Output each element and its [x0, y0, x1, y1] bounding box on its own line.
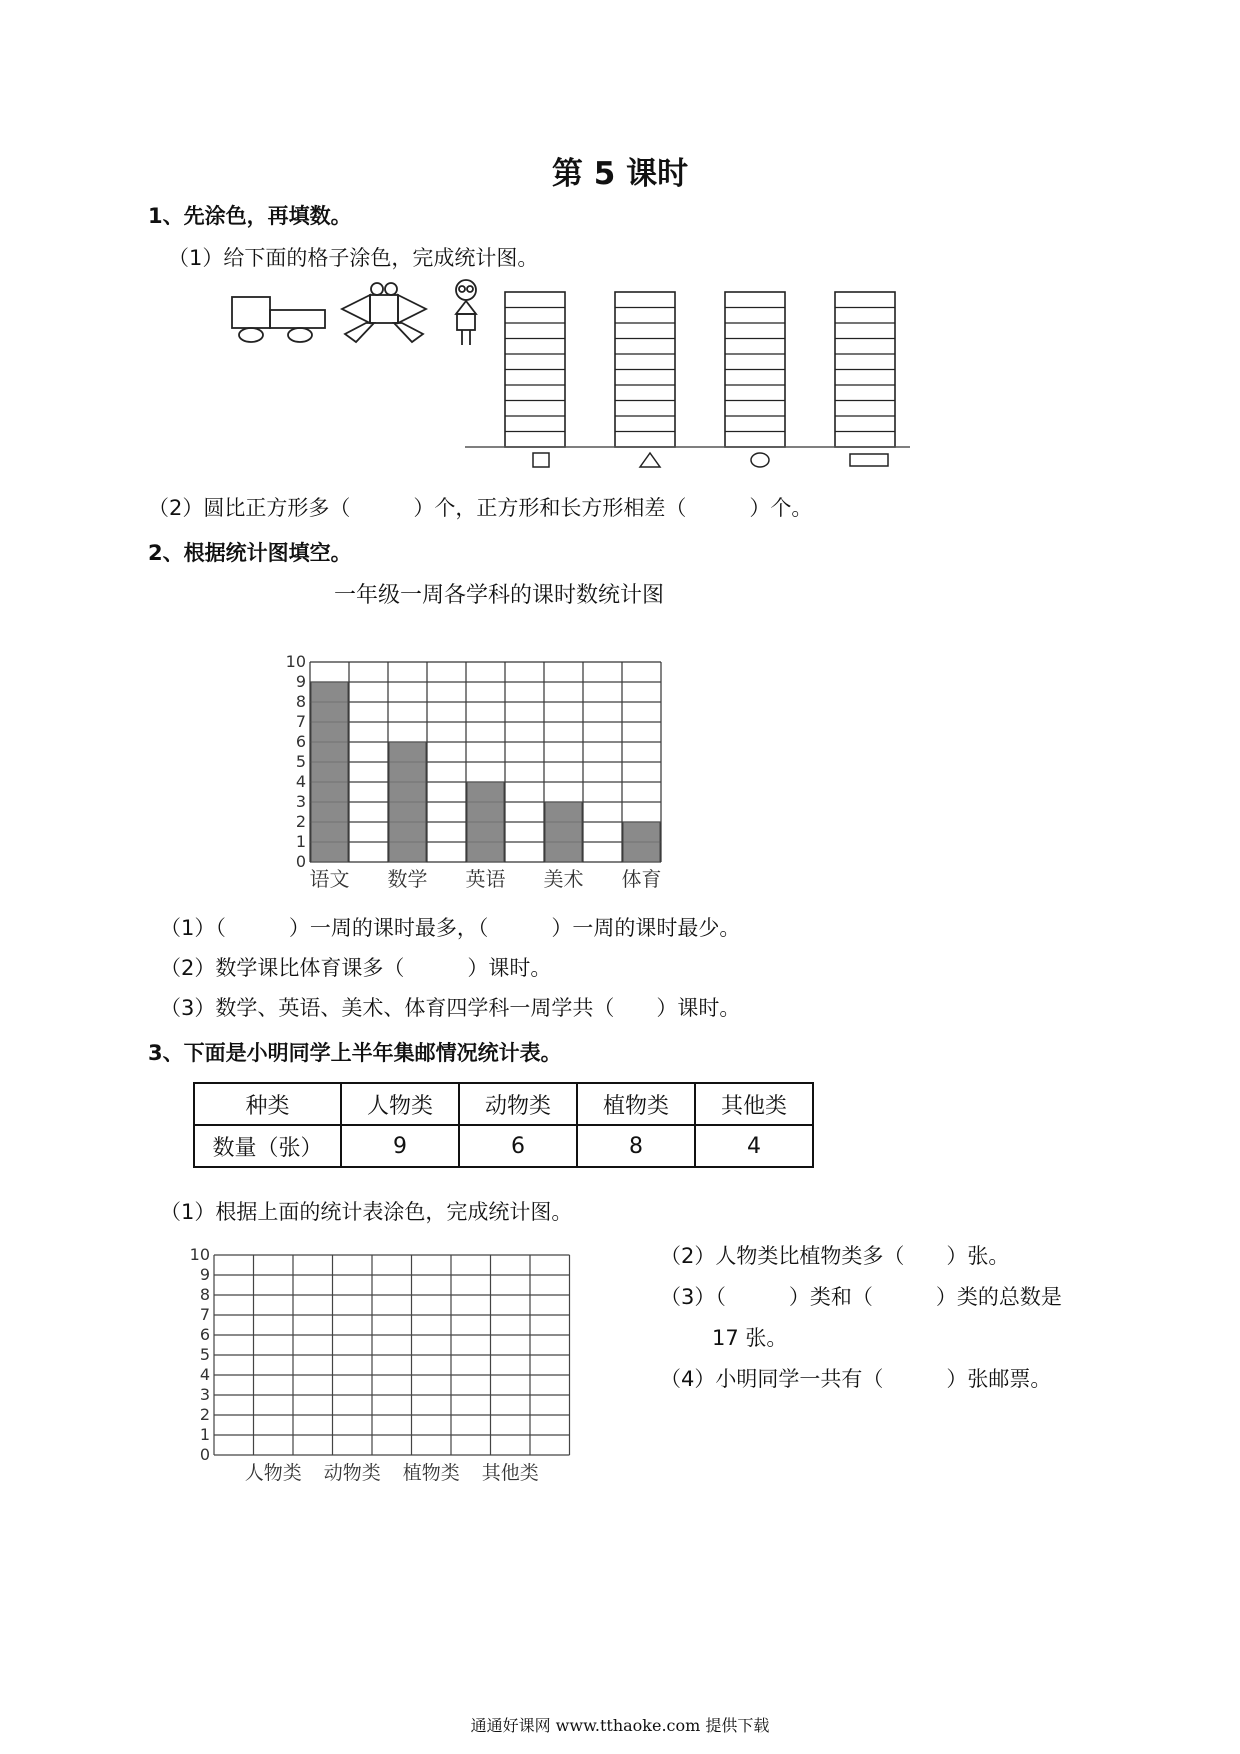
question-3-part-2: （2）人物类比植物类多（ ）张。 — [660, 1244, 1010, 1268]
question-2-heading: 2、根据统计图填空。 — [148, 541, 352, 565]
question-3-heading: 3、下面是小明同学上半年集邮情况统计表。 — [148, 1041, 562, 1065]
category-label: 其他类 — [481, 1462, 539, 1484]
question-1-part-2: （2）圆比正方形多（ ）个，正方形和长方形相差（ ）个。 — [148, 496, 813, 520]
y-tick-label: 2 — [199, 1405, 210, 1424]
y-tick-label: 9 — [295, 672, 306, 691]
category-label: 英语 — [465, 867, 506, 891]
y-tick-label: 5 — [295, 752, 306, 771]
chart-body — [286, 652, 662, 891]
y-tick-label: 6 — [295, 732, 306, 751]
tally-column — [615, 292, 675, 447]
subject-hours-chart — [285, 615, 760, 891]
truck-picture — [232, 297, 325, 342]
tally-column — [505, 292, 565, 447]
square-icon — [533, 453, 549, 467]
butterfly-picture — [342, 283, 426, 342]
question-3-part-4: （4）小明同学一共有（ ）张邮票。 — [660, 1367, 1052, 1391]
y-tick-label: 10 — [285, 652, 306, 671]
question-1-heading: 1、先涂色，再填数。 — [148, 204, 352, 228]
y-tick-label: 7 — [295, 712, 306, 731]
table-cell: 9 — [341, 1125, 459, 1167]
question-1-columns — [505, 292, 895, 447]
table-cell: 8 — [577, 1125, 695, 1167]
question-3-part-3: （3）（ ）类和（ ）类的总数是 — [660, 1285, 1062, 1309]
y-tick-label: 0 — [199, 1445, 210, 1464]
y-tick-label: 1 — [295, 832, 306, 851]
bar — [311, 682, 348, 862]
table-cell: 数量（张） — [194, 1125, 341, 1167]
bar — [545, 802, 582, 862]
table-header-cell: 其他类 — [695, 1083, 813, 1125]
table-cell: 4 — [695, 1125, 813, 1167]
y-tick-label: 0 — [295, 852, 306, 871]
table-row — [194, 1125, 813, 1167]
y-tick-label: 6 — [199, 1325, 210, 1344]
y-tick-label: 4 — [295, 772, 306, 791]
table-header-cell: 人物类 — [341, 1083, 459, 1125]
category-label: 美术 — [543, 867, 584, 891]
table-header-cell: 种类 — [194, 1083, 341, 1125]
y-tick-label: 3 — [199, 1385, 210, 1404]
question-3-part-1: （1）根据上面的统计表涂色，完成统计图。 — [160, 1200, 573, 1224]
rectangle-icon — [850, 454, 888, 466]
chart-body — [190, 1245, 570, 1484]
question-2-blank-1: （1）（ ）一周的课时最多，（ ）一周的课时最少。 — [160, 916, 741, 940]
table-header-cell: 动物类 — [459, 1083, 577, 1125]
question-3-part-3-continued: 17 张。 — [712, 1326, 788, 1350]
y-tick-label: 2 — [295, 812, 306, 831]
table-header-cell: 植物类 — [577, 1083, 695, 1125]
stamp-table — [193, 1082, 814, 1168]
table-cell: 6 — [459, 1125, 577, 1167]
question-2-blank-3: （3）数学、英语、美术、体育四学科一周学共（ ）课时。 — [160, 996, 741, 1020]
table-row — [194, 1083, 813, 1125]
question-1-figure — [220, 280, 920, 480]
category-label: 植物类 — [402, 1462, 460, 1484]
category-label: 体育 — [621, 867, 662, 891]
y-tick-label: 10 — [189, 1245, 210, 1264]
category-label: 语文 — [309, 867, 350, 891]
y-tick-label: 8 — [199, 1285, 210, 1304]
chart-1-title: 一年级一周各学科的课时数统计图 — [334, 583, 665, 608]
y-tick-label: 3 — [295, 792, 306, 811]
y-tick-label: 9 — [199, 1265, 210, 1284]
triangle-icon — [640, 453, 660, 467]
question-2-blank-2: （2）数学课比体育课多（ ）课时。 — [160, 956, 552, 980]
y-tick-label: 7 — [199, 1305, 210, 1324]
page-title: 第 5 课时 — [551, 156, 689, 192]
tally-column — [725, 292, 785, 447]
footer-text: 通通好课网 www.tthaoke.com 提供下载 — [470, 1716, 770, 1735]
y-tick-label: 8 — [295, 692, 306, 711]
stamp-chart — [190, 1235, 630, 1515]
circle-icon — [751, 453, 769, 467]
y-tick-label: 4 — [199, 1365, 210, 1384]
y-tick-label: 1 — [199, 1425, 210, 1444]
y-tick-label: 5 — [199, 1345, 210, 1364]
category-label: 动物类 — [323, 1462, 381, 1484]
question-1-part-1: （1）给下面的格子涂色，完成统计图。 — [168, 246, 539, 270]
category-label: 人物类 — [244, 1462, 302, 1484]
person-picture — [456, 280, 476, 345]
category-label: 数学 — [387, 867, 428, 891]
tally-column — [835, 292, 895, 447]
